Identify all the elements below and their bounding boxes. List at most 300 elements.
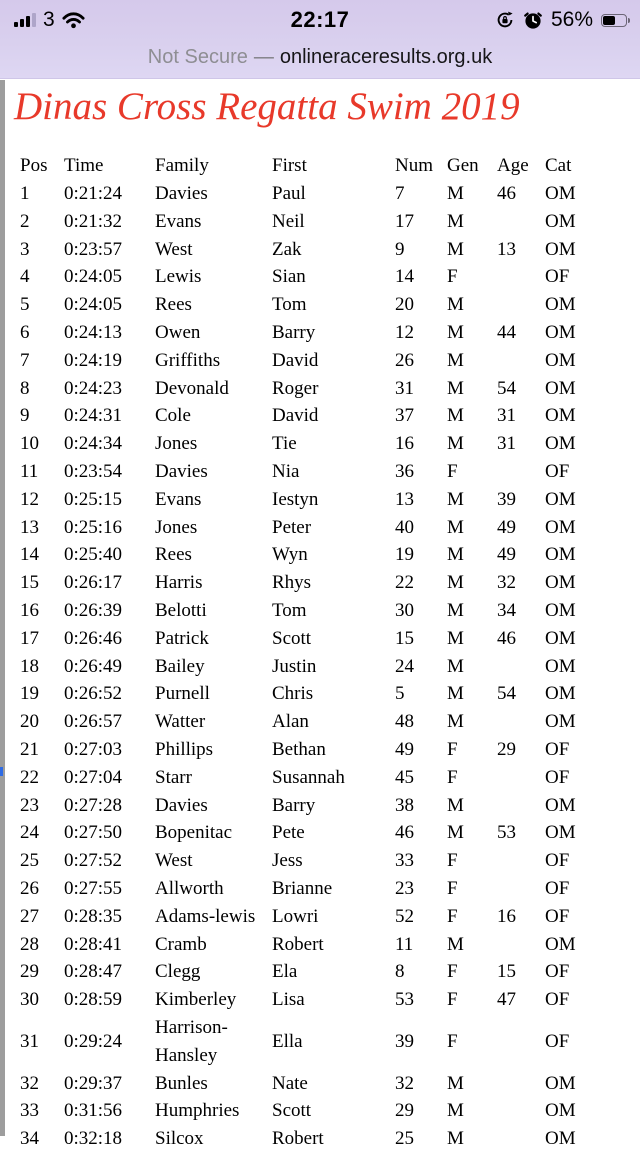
cell-num: 26 (395, 349, 414, 371)
cell-age: 31 (497, 433, 516, 455)
cell-num: 33 (395, 850, 414, 872)
cell-family: Bopenitac (155, 822, 233, 844)
cell-num: 49 (395, 738, 414, 760)
not-secure-label: Not Secure (147, 45, 248, 68)
table-row (20, 569, 626, 597)
cell-family: Jones (155, 433, 198, 455)
carrier-label: 3 (43, 8, 55, 31)
cell-age: 29 (497, 738, 516, 760)
cell-age: 32 (497, 572, 516, 594)
cell-gen: F (447, 989, 458, 1011)
cell-gen: M (447, 933, 464, 955)
cell-first: Justin (272, 655, 317, 677)
cell-time: 0:26:49 (64, 655, 123, 677)
cell-num: 45 (395, 766, 414, 788)
table-row (20, 541, 626, 569)
cell-time: 0:27:03 (64, 738, 123, 760)
cell-family: Belotti (155, 599, 207, 621)
cell-age (497, 847, 545, 875)
column-header-cat: Cat (545, 155, 572, 177)
cell-pos: 17 (20, 627, 39, 649)
cell-first: Nate (272, 1072, 308, 1094)
table-row (20, 291, 626, 319)
cell-num: 39 (395, 1030, 414, 1052)
cell-time: 0:21:24 (64, 183, 123, 204)
cell-cat: OM (545, 294, 576, 316)
cell-num: 32 (395, 1072, 414, 1094)
cell-age: 49 (497, 544, 516, 566)
cell-gen: M (447, 655, 464, 677)
cell-pos: 12 (20, 488, 39, 510)
cell-pos: 29 (20, 961, 39, 983)
cell-time: 0:24:19 (64, 349, 123, 371)
cell-time: 0:27:52 (64, 850, 123, 872)
cell-family: Clegg (155, 961, 201, 983)
cell-first: Scott (272, 627, 312, 649)
cell-pos: 8 (20, 377, 30, 399)
cell-family: Kimberley (155, 989, 237, 1011)
cell-family: Humphries (155, 1100, 240, 1122)
cell-cat: OM (545, 655, 576, 677)
cell-age (497, 653, 545, 681)
cell-age (497, 458, 545, 486)
cell-gen: M (447, 405, 464, 427)
cell-gen: F (447, 961, 458, 983)
cell-first: Bethan (272, 738, 326, 760)
cell-gen: M (447, 238, 464, 260)
cell-cat: OM (545, 238, 576, 260)
cell-family: Patrick (155, 627, 209, 649)
cell-age (497, 875, 545, 903)
cell-time: 0:28:47 (64, 961, 123, 983)
cell-cat: OM (545, 572, 576, 594)
cell-num: 30 (395, 599, 414, 621)
cell-age: 54 (497, 683, 516, 705)
cell-pos: 24 (20, 822, 39, 844)
cell-num: 12 (395, 321, 414, 343)
cell-first: Scott (272, 1100, 312, 1122)
cell-pos: 23 (20, 794, 39, 816)
cell-first: Tom (272, 294, 307, 316)
cell-num: 11 (395, 933, 414, 955)
cell-age: 16 (497, 905, 516, 927)
battery-icon (601, 14, 630, 27)
cell-num: 29 (395, 1100, 414, 1122)
cell-cat: OM (545, 433, 576, 455)
column-header-gen: Gen (447, 155, 479, 177)
cell-pos: 6 (20, 321, 30, 343)
cell-cat: OF (545, 1030, 570, 1052)
cell-age (497, 792, 545, 820)
cell-pos: 28 (20, 933, 39, 955)
table-row (20, 764, 626, 792)
cell-cat: OM (545, 711, 576, 733)
table-row (20, 347, 626, 375)
cell-gen: M (447, 210, 464, 232)
cell-age: 46 (497, 627, 516, 649)
cell-time: 0:24:34 (64, 433, 123, 455)
url-separator: — (253, 45, 274, 68)
cell-num: 17 (395, 210, 414, 232)
browser-chrome (0, 0, 640, 79)
cell-first: Susannah (272, 766, 345, 788)
cell-gen: M (447, 1072, 464, 1094)
cell-family: Phillips (155, 738, 214, 760)
url-bar[interactable] (0, 38, 640, 76)
table-row (20, 430, 626, 458)
cell-cat: OM (545, 183, 576, 204)
cell-time: 0:24:13 (64, 321, 123, 343)
cell-num: 15 (395, 627, 414, 649)
cell-family: Allworth (155, 877, 224, 899)
cell-age (497, 931, 545, 959)
cell-time: 0:23:54 (64, 460, 123, 482)
table-row (20, 1125, 626, 1153)
results-table (20, 152, 626, 1153)
cell-time: 0:21:32 (64, 210, 123, 232)
cell-first: Ela (272, 961, 298, 983)
cell-first: Lisa (272, 989, 305, 1011)
table-row (20, 847, 626, 875)
cell-time: 0:31:56 (64, 1100, 123, 1122)
cell-cat: OF (545, 877, 570, 899)
cell-pos: 1 (20, 183, 30, 204)
cell-num: 24 (395, 655, 414, 677)
cell-gen: M (447, 572, 464, 594)
cell-cat: OF (545, 266, 570, 288)
cell-first: Alan (272, 711, 309, 733)
cell-time: 0:25:16 (64, 516, 123, 538)
cell-family: Silcox (155, 1128, 204, 1150)
cell-num: 48 (395, 711, 414, 733)
cell-num: 23 (395, 877, 414, 899)
cell-age (497, 1014, 545, 1070)
cell-num: 40 (395, 516, 414, 538)
cell-first: Jess (272, 850, 303, 872)
battery-percent-label: 56% (550, 8, 593, 31)
table-row (20, 958, 626, 986)
cell-num: 13 (395, 488, 414, 510)
cell-first: Neil (272, 210, 305, 232)
cell-num: 8 (395, 961, 405, 983)
cell-pos: 9 (20, 405, 30, 427)
cell-cat: OM (545, 488, 576, 510)
cell-num: 37 (395, 405, 414, 427)
cell-time: 0:26:17 (64, 572, 123, 594)
cell-gen: M (447, 294, 464, 316)
cell-first: Wyn (272, 544, 308, 566)
column-header-first: First (272, 155, 307, 177)
cell-pos: 13 (20, 516, 39, 538)
cell-cat: OM (545, 627, 576, 649)
cell-gen: F (447, 1030, 458, 1052)
cell-gen: M (447, 683, 464, 705)
cell-pos: 5 (20, 294, 30, 316)
cell-cat: OM (545, 683, 576, 705)
cell-pos: 10 (20, 433, 39, 455)
cell-first: David (272, 405, 319, 427)
cell-first: Lowri (272, 905, 319, 927)
cell-first: Barry (272, 321, 316, 343)
cell-pos: 20 (20, 711, 39, 733)
table-row (20, 653, 626, 681)
cell-num: 31 (395, 377, 414, 399)
cell-gen: F (447, 738, 458, 760)
cell-time: 0:26:39 (64, 599, 123, 621)
cell-pos: 33 (20, 1100, 39, 1122)
cell-family: Lewis (155, 266, 202, 288)
table-row (20, 236, 626, 264)
cell-age: 53 (497, 822, 516, 844)
cell-pos: 2 (20, 210, 30, 232)
cell-family: Davies (155, 183, 208, 204)
cell-cat: OM (545, 1100, 576, 1122)
cell-family: Evans (155, 488, 202, 510)
cell-time: 0:26:52 (64, 683, 123, 705)
cell-gen: M (447, 794, 464, 816)
cell-family: Evans (155, 210, 202, 232)
table-row (20, 792, 626, 820)
cell-gen: M (447, 349, 464, 371)
cell-gen: F (447, 877, 458, 899)
cell-family: Rees (155, 294, 192, 316)
cell-cat: OM (545, 349, 576, 371)
cell-family: Griffiths (155, 349, 221, 371)
cell-family: Davies (155, 460, 208, 482)
cell-family: Purnell (155, 683, 210, 705)
cell-age (497, 764, 545, 792)
cell-gen: M (447, 183, 464, 204)
table-row (20, 514, 626, 542)
cell-family: Watter (155, 711, 206, 733)
cell-pos: 4 (20, 266, 30, 288)
cell-first: Robert (272, 1128, 324, 1150)
cell-cat: OF (545, 905, 570, 927)
column-header-family: Family (155, 155, 209, 177)
cell-gen: M (447, 544, 464, 566)
cell-gen: F (447, 850, 458, 872)
cell-first: David (272, 349, 319, 371)
cell-pos: 27 (20, 905, 39, 927)
cell-pos: 32 (20, 1072, 39, 1094)
table-row (20, 931, 626, 959)
status-bar (0, 7, 640, 33)
cell-time: 0:24:05 (64, 266, 123, 288)
table-row (20, 319, 626, 347)
table-row (20, 1097, 626, 1125)
cell-pos: 19 (20, 683, 39, 705)
cell-time: 0:32:18 (64, 1128, 123, 1150)
cell-age: 47 (497, 989, 516, 1011)
table-row (20, 180, 626, 208)
cell-first: Tom (272, 599, 307, 621)
cell-cat: OM (545, 321, 576, 343)
cell-first: Nia (272, 460, 300, 482)
cell-cat: OF (545, 961, 570, 983)
cell-cat: OM (545, 1128, 576, 1150)
cell-first: Rhys (272, 572, 312, 594)
cell-age (497, 291, 545, 319)
cell-gen: M (447, 488, 464, 510)
cell-first: Sian (272, 266, 306, 288)
cell-gen: M (447, 599, 464, 621)
cell-cat: OF (545, 738, 570, 760)
table-row (20, 875, 626, 903)
left-edge-scrollbar[interactable] (0, 80, 5, 1136)
column-header-num: Num (395, 155, 433, 177)
cell-time: 0:23:57 (64, 238, 123, 260)
cell-gen: M (447, 1128, 464, 1150)
cell-pos: 25 (20, 850, 39, 872)
cell-gen: M (447, 516, 464, 538)
cell-pos: 18 (20, 655, 39, 677)
cell-pos: 15 (20, 572, 39, 594)
cell-age (497, 347, 545, 375)
cell-time: 0:29:24 (64, 1030, 123, 1052)
cell-family: Bailey (155, 655, 205, 677)
url-domain: onlineraceresults.org.uk (279, 45, 493, 68)
cell-num: 19 (395, 544, 414, 566)
cell-gen: F (447, 266, 458, 288)
cell-first: Chris (272, 683, 314, 705)
cell-cat: OM (545, 516, 576, 538)
cell-family: Adams-lewis (155, 905, 256, 927)
table-row (20, 680, 626, 708)
cell-num: 20 (395, 294, 414, 316)
cell-family: Starr (155, 766, 192, 788)
cell-age (497, 708, 545, 736)
cell-cat: OF (545, 989, 570, 1011)
cell-age: 31 (497, 405, 516, 427)
cell-cat: OM (545, 599, 576, 621)
cell-age: 46 (497, 183, 516, 204)
cell-gen: F (447, 766, 458, 788)
cell-age: 39 (497, 488, 516, 510)
cell-time: 0:26:46 (64, 627, 123, 649)
cell-first: Ella (272, 1030, 303, 1052)
column-header-pos: Pos (20, 155, 48, 177)
cell-gen: F (447, 460, 458, 482)
cell-first: Iestyn (272, 488, 319, 510)
cell-cat: OF (545, 850, 570, 872)
cell-family: West (155, 238, 193, 260)
cell-family: Devonald (155, 377, 229, 399)
cell-cat: OM (545, 1072, 576, 1094)
cell-family: West (155, 850, 193, 872)
page-title: Dinas Cross Regatta Swim 2019 (14, 85, 520, 128)
cell-pos: 7 (20, 349, 30, 371)
cell-first: Brianne (272, 877, 333, 899)
table-row (20, 986, 626, 1014)
table-row (20, 208, 626, 236)
cell-age (497, 1097, 545, 1125)
cell-gen: M (447, 321, 464, 343)
cell-pos: 14 (20, 544, 39, 566)
cell-gen: M (447, 433, 464, 455)
status-bar-right (495, 7, 630, 33)
cell-num: 22 (395, 572, 414, 594)
cell-num: 46 (395, 822, 414, 844)
cell-gen: M (447, 822, 464, 844)
cell-time: 0:26:57 (64, 711, 123, 733)
cell-cat: OM (545, 822, 576, 844)
table-row (20, 1014, 626, 1070)
cell-age (497, 1125, 545, 1153)
cell-cat: OM (545, 794, 576, 816)
cell-num: 7 (395, 183, 405, 204)
table-row (20, 402, 626, 430)
cell-gen: F (447, 905, 458, 927)
cell-age (497, 263, 545, 291)
table-row (20, 458, 626, 486)
cell-family: Jones (155, 516, 198, 538)
cell-time: 0:28:59 (64, 989, 123, 1011)
cell-age: 15 (497, 961, 516, 983)
cell-time: 0:24:05 (64, 294, 123, 316)
cell-first: Pete (272, 822, 305, 844)
table-row (20, 625, 626, 653)
cell-gen: M (447, 377, 464, 399)
alarm-clock-icon (523, 10, 543, 30)
cell-time: 0:25:40 (64, 544, 123, 566)
cell-age: 44 (497, 321, 516, 343)
cell-first: Peter (272, 516, 312, 538)
cell-num: 16 (395, 433, 414, 455)
column-header-age: Age (497, 155, 529, 177)
cell-num: 53 (395, 989, 414, 1011)
cell-family: Bunles (155, 1072, 208, 1094)
cell-cat: OM (545, 377, 576, 399)
cell-time: 0:29:37 (64, 1072, 123, 1094)
cell-pos: 34 (20, 1128, 39, 1150)
cell-num: 5 (395, 683, 405, 705)
cell-num: 38 (395, 794, 414, 816)
cell-family: Rees (155, 544, 192, 566)
cell-age: 49 (497, 516, 516, 538)
cell-family: Cramb (155, 933, 207, 955)
cell-num: 36 (395, 460, 414, 482)
cell-family: Harris (155, 572, 203, 594)
cell-first: Tie (272, 433, 297, 455)
cell-pos: 11 (20, 460, 39, 482)
table-row (20, 597, 626, 625)
cell-time: 0:27:50 (64, 822, 123, 844)
table-row (20, 819, 626, 847)
table-row (20, 486, 626, 514)
cell-age (497, 208, 545, 236)
table-row (20, 736, 626, 764)
left-edge-link-mark (0, 767, 3, 776)
table-row (20, 263, 626, 291)
cell-age: 13 (497, 238, 516, 260)
cell-first: Paul (272, 183, 306, 204)
cell-pos: 21 (20, 738, 39, 760)
cell-gen: M (447, 1100, 464, 1122)
cell-gen: M (447, 711, 464, 733)
cell-cat: OM (545, 544, 576, 566)
cell-time: 0:28:35 (64, 905, 123, 927)
cell-num: 14 (395, 266, 414, 288)
cell-time: 0:25:15 (64, 488, 123, 510)
table-row (20, 903, 626, 931)
cell-family: Harrison-Hansley (155, 1016, 228, 1066)
cell-time: 0:28:41 (64, 933, 123, 955)
cell-first: Robert (272, 933, 324, 955)
table-row (20, 708, 626, 736)
cell-first: Roger (272, 377, 319, 399)
clock-time: 22:17 (290, 7, 350, 32)
cell-pos: 31 (20, 1030, 39, 1052)
